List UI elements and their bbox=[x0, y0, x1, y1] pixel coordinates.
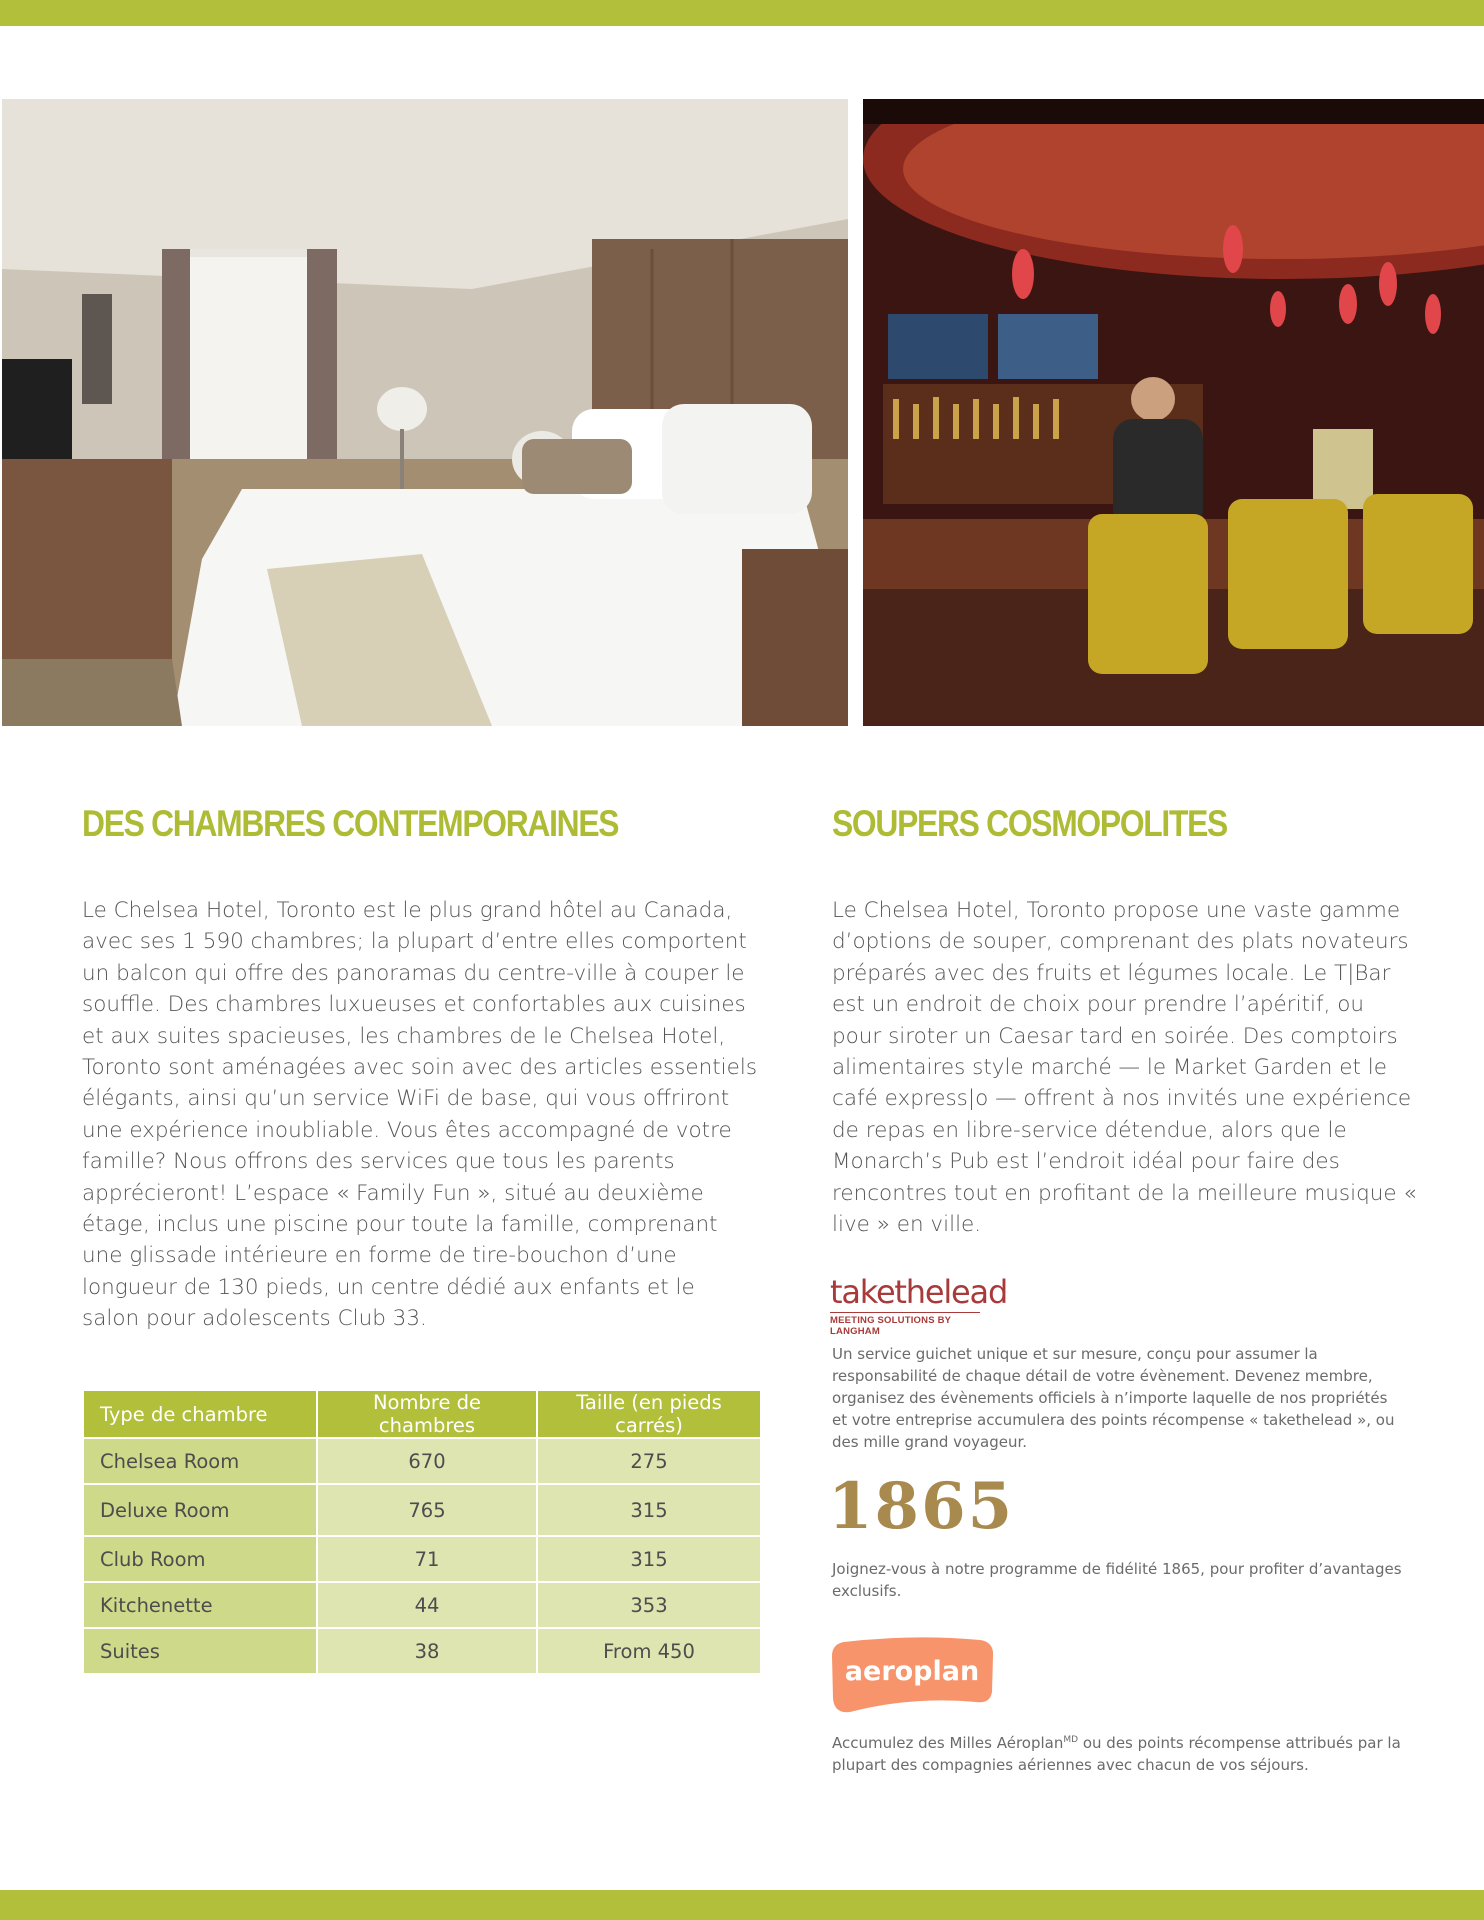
room-size-cell: 315 bbox=[537, 1536, 761, 1582]
room-types-table bbox=[82, 1389, 762, 1675]
room-type-cell: Club Room bbox=[83, 1536, 317, 1582]
table-header-row bbox=[83, 1390, 761, 1438]
aeroplan-superscript: MD bbox=[1063, 1735, 1079, 1745]
aeroplan-text-start: Accumulez des Milles Aéroplan bbox=[832, 1734, 1064, 1752]
room-count-cell: 44 bbox=[317, 1582, 537, 1628]
top-accent-band bbox=[0, 0, 1484, 26]
aeroplan-logo-word: aeroplan bbox=[844, 1656, 980, 1687]
aeroplan-description bbox=[832, 1729, 1407, 1776]
room-size-cell: From 450 bbox=[537, 1628, 761, 1674]
room-type-cell: Deluxe Room bbox=[83, 1484, 317, 1536]
table-row bbox=[83, 1484, 761, 1536]
takethelead-logo bbox=[830, 1273, 1008, 1337]
loyalty-description: Joignez-vous à notre programme de fidélité 1865, pour profiter d’avantages exclusifs. bbox=[832, 1560, 1402, 1600]
room-type-cell: Kitchenette bbox=[83, 1582, 317, 1628]
loyalty-1865-logo: 1865 bbox=[828, 1469, 1015, 1544]
aeroplan-text-end: ou des points récompense attribués par la plupart des compagnies aériennes avec chacun de vos séjours. bbox=[832, 1734, 1401, 1774]
table-row bbox=[83, 1438, 761, 1484]
room-count-cell: 670 bbox=[317, 1438, 537, 1484]
table-row bbox=[83, 1628, 761, 1674]
aeroplan-logo bbox=[830, 1636, 994, 1714]
dining-heading: SOUPERS COSMOPOLITES bbox=[832, 803, 1227, 844]
rooms-description: Le Chelsea Hotel, Toronto est le plus grand hôtel au Canada, avec ses 1 590 chambres; la plupart d’entre elles comportent un balcon qui offre des panoramas du centre-ville à couper le souffle. Des chambres luxueuses et confortables aux cuisines et aux suites spacieuses, les chambres de le Chelsea Hotel, Toronto sont aménagées avec soin avec des articles essentiels élégants, ainsi qu’un service WiFi de base, qui vous offriront une expérience inoubliable. Vous êtes accompagné de votre famille? Nous offrons des services que tous les parents apprécieront! L’espace « Family Fun », situé au deuxième étage, inclus une piscine pour toute la famille, comprenant une glissade intérieure en forme de tire-bouchon d’une longueur de 130 pieds, un centre dédié aux enfants et le salon pour adolescents Club 33. bbox=[82, 898, 758, 1332]
rooms-heading: DES CHAMBRES CONTEMPORAINES bbox=[82, 803, 619, 844]
table-row bbox=[83, 1582, 761, 1628]
takethelead-description: Un service guichet unique et sur mesure, conçu pour assumer la responsabilité de chaque détail de votre évènement. Devenez membre, organisez des évènements officiels à n’importe laquelle de nos propriétés et votre entreprise accumulera des points récompense « takethelead », ou des mille grand voyageur. bbox=[832, 1345, 1395, 1451]
hotel-bar-photo bbox=[863, 99, 1484, 726]
hotel-room-photo bbox=[2, 99, 848, 726]
room-size-cell: 315 bbox=[537, 1484, 761, 1536]
room-count-cell: 38 bbox=[317, 1628, 537, 1674]
room-count-cell: 71 bbox=[317, 1536, 537, 1582]
dining-description: Le Chelsea Hotel, Toronto propose une vaste gamme d’options de souper, comprenant des plats novateurs préparés avec des fruits et légumes locale. Le T|Bar est un endroit de choix pour prendre l’apéritif, ou pour siroter un Caesar tard en soirée. Des comptoirs alimentaires style marché — le Market Garden et le café express|o — offrent à nos invités une expérience de repas en libre-service détendue, alors que le Monarch’s Pub est l’endroit idéal pour faire des rencontres tout en profitant de la meilleure musique « live » en ville. bbox=[832, 898, 1417, 1238]
takethelead-logo-tagline: MEETING SOLUTIONS BY LANGHAM bbox=[830, 1312, 980, 1337]
room-size-cell: 275 bbox=[537, 1438, 761, 1484]
table-header: Type de chambre bbox=[83, 1390, 317, 1438]
takethelead-logo-word: takethelead bbox=[830, 1273, 1008, 1311]
room-type-cell: Suites bbox=[83, 1628, 317, 1674]
room-size-cell: 353 bbox=[537, 1582, 761, 1628]
room-count-cell: 765 bbox=[317, 1484, 537, 1536]
table-header: Nombre de chambres bbox=[317, 1390, 537, 1438]
bottom-accent-band bbox=[0, 1890, 1484, 1920]
table-header: Taille (en pieds carrés) bbox=[537, 1390, 761, 1438]
table-row bbox=[83, 1536, 761, 1582]
room-type-cell: Chelsea Room bbox=[83, 1438, 317, 1484]
